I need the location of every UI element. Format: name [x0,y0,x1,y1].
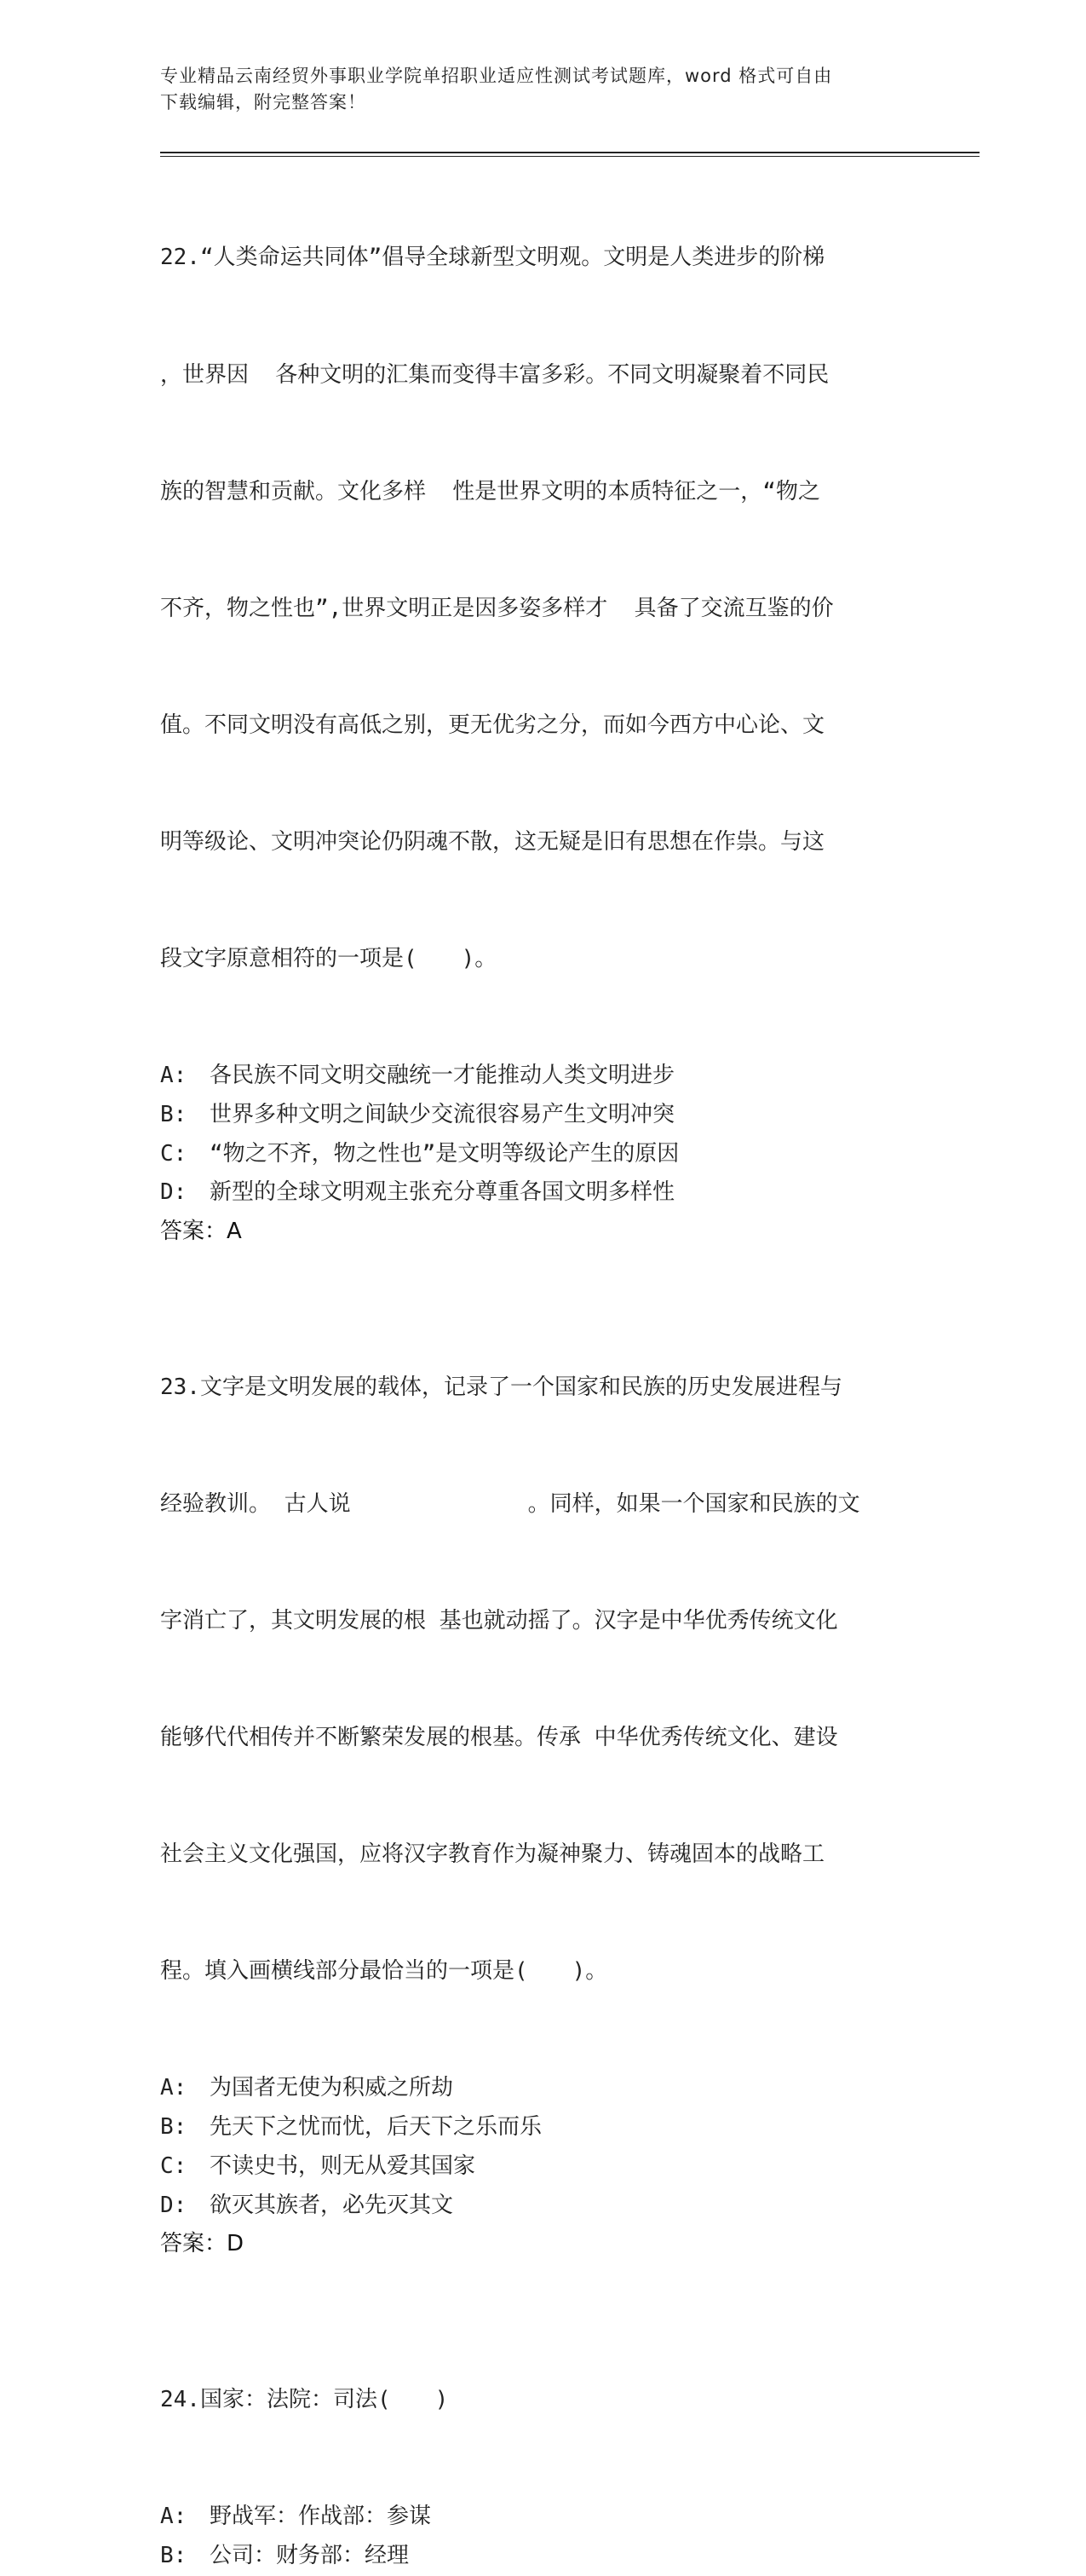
stem-line: 段文字原意相符的一项是( )。 [160,946,497,972]
spacer [160,1252,927,1291]
answer-line: 答案：D [160,2231,244,2257]
question-stem [160,2303,927,2498]
option-letter: C: [160,2152,187,2179]
stem-line: 程。填入画横线部分最恰当的一项是( )。 [160,1958,608,1985]
option-text: 野战军：作战部：参谋 [210,2504,432,2530]
option-text: 为国者无使为积威之所劫 [210,2075,454,2101]
option-letter: A: [160,2504,187,2530]
stem-line: 能够代代相传并不断繁荣发展的根基。传承 中华优秀传统文化、建设 [160,1725,838,1751]
question-stem [160,161,927,1057]
option-b [160,1096,927,1135]
stem-line: 不齐，物之性也”,世界文明正是因多姿多样才 具备了交流互鉴的价 [160,595,834,621]
stem-line: 经验教训。 古人说 。同样，如果一个国家和民族的文 [160,1490,860,1517]
option-a [160,2069,927,2108]
option-letter: B: [160,2542,187,2568]
stem-line: ，世界因 各种文明的汇集而变得丰富多彩。不同文明凝聚着不同民 [160,361,830,388]
option-text: 不读史书，则无从爱其国家 [210,2152,476,2179]
answer-line: 答案：A [160,1218,242,1244]
stem-line: 族的智慧和贡献。文化多样 性是世界文明的本质特征之一，“物之 [160,478,820,504]
option-letter: C: [160,1140,187,1167]
option-c [160,1135,927,1174]
option-a [160,1057,927,1096]
option-a [160,2498,927,2537]
option-letter: D: [160,1179,187,1206]
option-text: 各民族不同文明交融统一才能推动人类文明进步 [210,1063,675,1089]
option-c [160,2147,927,2187]
question-23 [160,1290,927,2264]
stem-line: 值。不同文明没有高低之别，更无优劣之分，而如今西方中心论、文 [160,712,825,738]
spacer [160,2264,927,2303]
header-line-2: 下载编辑，附完整答案！ [160,92,366,112]
option-d [160,1173,927,1213]
option-text: 世界多种文明之间缺少交流很容易产生文明冲突 [210,1101,675,1127]
stem-line: 字消亡了，其文明发展的根 基也就动摇了。汉字是中华优秀传统文化 [160,1608,838,1634]
option-text: 新型的全球文明观主张充分尊重各国文明多样性 [210,1179,675,1206]
option-text: “物之不齐，物之性也”是文明等级论产生的原因 [210,1140,680,1167]
header-divider [160,152,980,153]
option-letter: A: [160,2075,187,2101]
option-b [160,2108,927,2147]
question-22 [160,161,927,1252]
page-header [160,63,910,116]
option-text: 先天下之忧而忧，后天下之乐而乐 [210,2114,543,2141]
option-text: 欲灭其族者，必先灭其文 [210,2192,454,2218]
header-divider-thin [160,156,980,157]
stem-line: 22.“人类命运共同体”倡导全球新型文明观。文明是人类进步的阶梯 [160,245,825,271]
option-letter: B: [160,2114,187,2141]
question-stem [160,1290,927,2069]
option-letter: D: [160,2192,187,2218]
option-letter: A: [160,1063,187,1089]
stem-line: 24.国家：法院：司法( ) [160,2387,449,2413]
option-b [160,2537,927,2576]
header-line-1: 专业精品云南经贸外事职业学院单招职业适应性测试考试题库，word 格式可自由 [160,66,833,86]
question-list [160,161,927,2576]
stem-line: 明等级论、文明冲突论仍阴魂不散，这无疑是旧有思想在作祟。与这 [160,828,825,855]
stem-line: 23.文字是文明发展的载体，记录了一个国家和民族的历史发展进程与 [160,1374,842,1400]
option-text: 公司：财务部：经理 [210,2542,410,2568]
question-24 [160,2303,927,2576]
option-d [160,2187,927,2226]
option-letter: B: [160,1101,187,1127]
stem-line: 社会主义文化强国，应将汉字教育作为凝神聚力、铸魂固本的战略工 [160,1841,825,1868]
